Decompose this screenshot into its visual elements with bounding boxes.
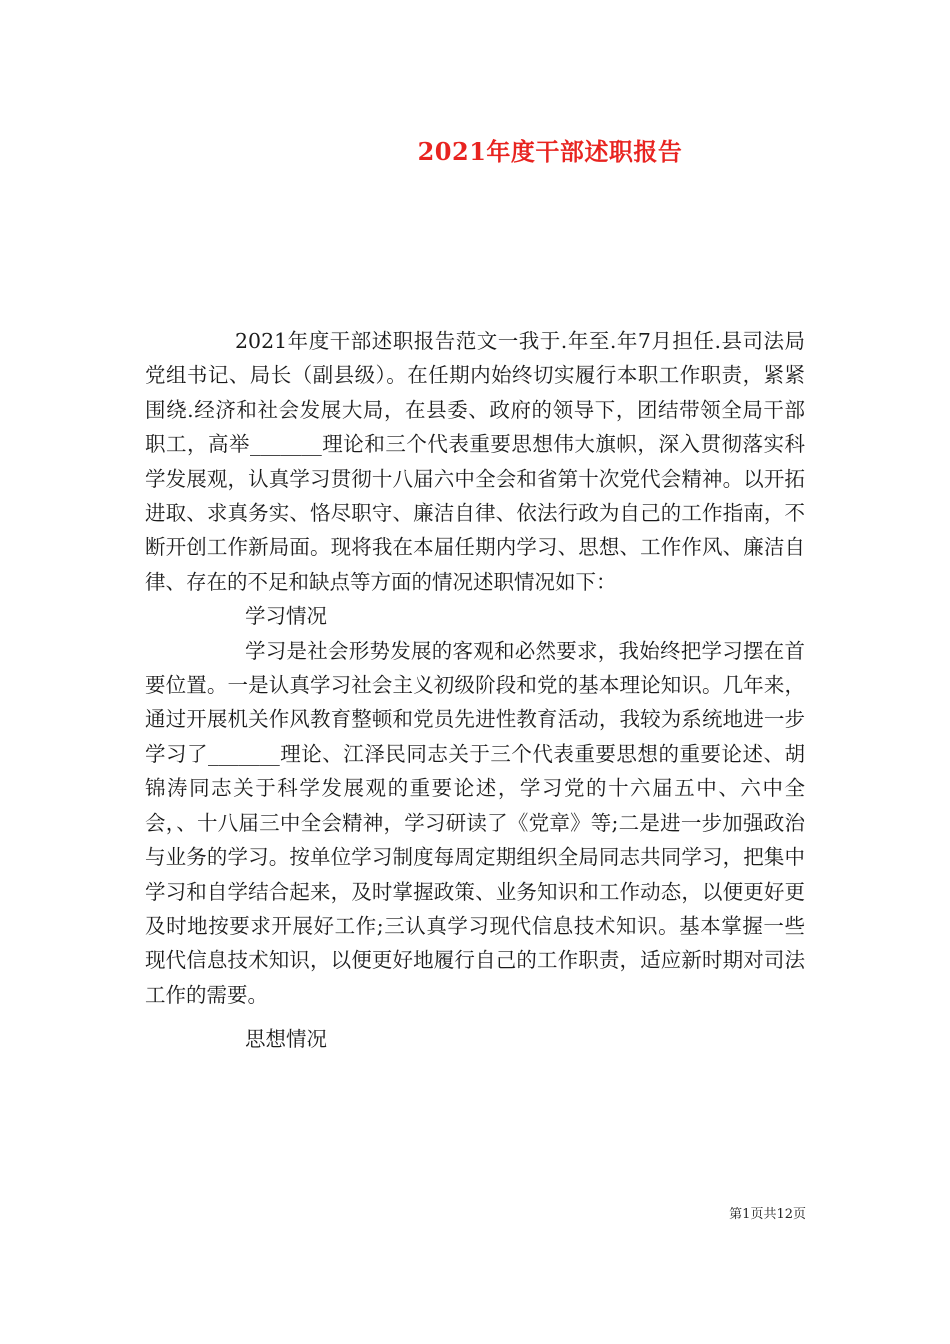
paragraph-intro: 2021年度干部述职报告范文一我于.年至.年7月担任.县司法局党组书记、局长（副县级）。在任期内始终切实履行本职工作职责，紧紧围绕.经济和社会发展大局，在县委、政府的领导下，团结带领全局干部职工，高举_______理论和三个代表重要思想伟大旗帜，深入贯彻落实科学发展观，认真学习贯彻十八届六中全会和省第十次党代会精神。以开拓进取、求真务实、恪尽职守、廉洁自律、依法行政为自己的工作指南，不断开创工作新局面。现将我在本届任期内学习、思想、工作作风、廉洁自律、存在的不足和缺点等方面的情况述职情况如下： [145, 329, 805, 594]
document-title: 2021年度干部述职报告 [417, 137, 683, 166]
document-body [145, 324, 805, 1057]
page-number-footer: 第1页共12页 [729, 1207, 806, 1222]
paragraph-study: 学习是社会形势发展的客观和必然要求，我始终把学习摆在首要位置。一是认真学习社会主义初级阶段和党的基本理论知识。几年来，通过开展机关作风教育整顿和党员先进性教育活动，我较为系统地进一步学习了_______理论、江泽民同志关于三个代表重要思想的重要论述、胡锦涛同志关于科学发展观的重要论述，学习党的十六届五中、六中全会，、十八届三中全会精神，学习研读了《党章》等;二是进一步加强政治与业务的学习。按单位学习制度每周定期组织全局同志共同学习，把集中学习和自学结合起来，及时掌握政策、业务知识和工作动态，以便更好更及时地按要求开展好工作;三认真学习现代信息技术知识。基本掌握一些现代信息技术知识，以便更好地履行自己的工作职责，适应新时期对司法工作的需要。 [145, 638, 805, 1007]
section-heading-thought: 思想情况 [245, 1027, 327, 1052]
section-heading-study: 学习情况 [245, 604, 327, 629]
